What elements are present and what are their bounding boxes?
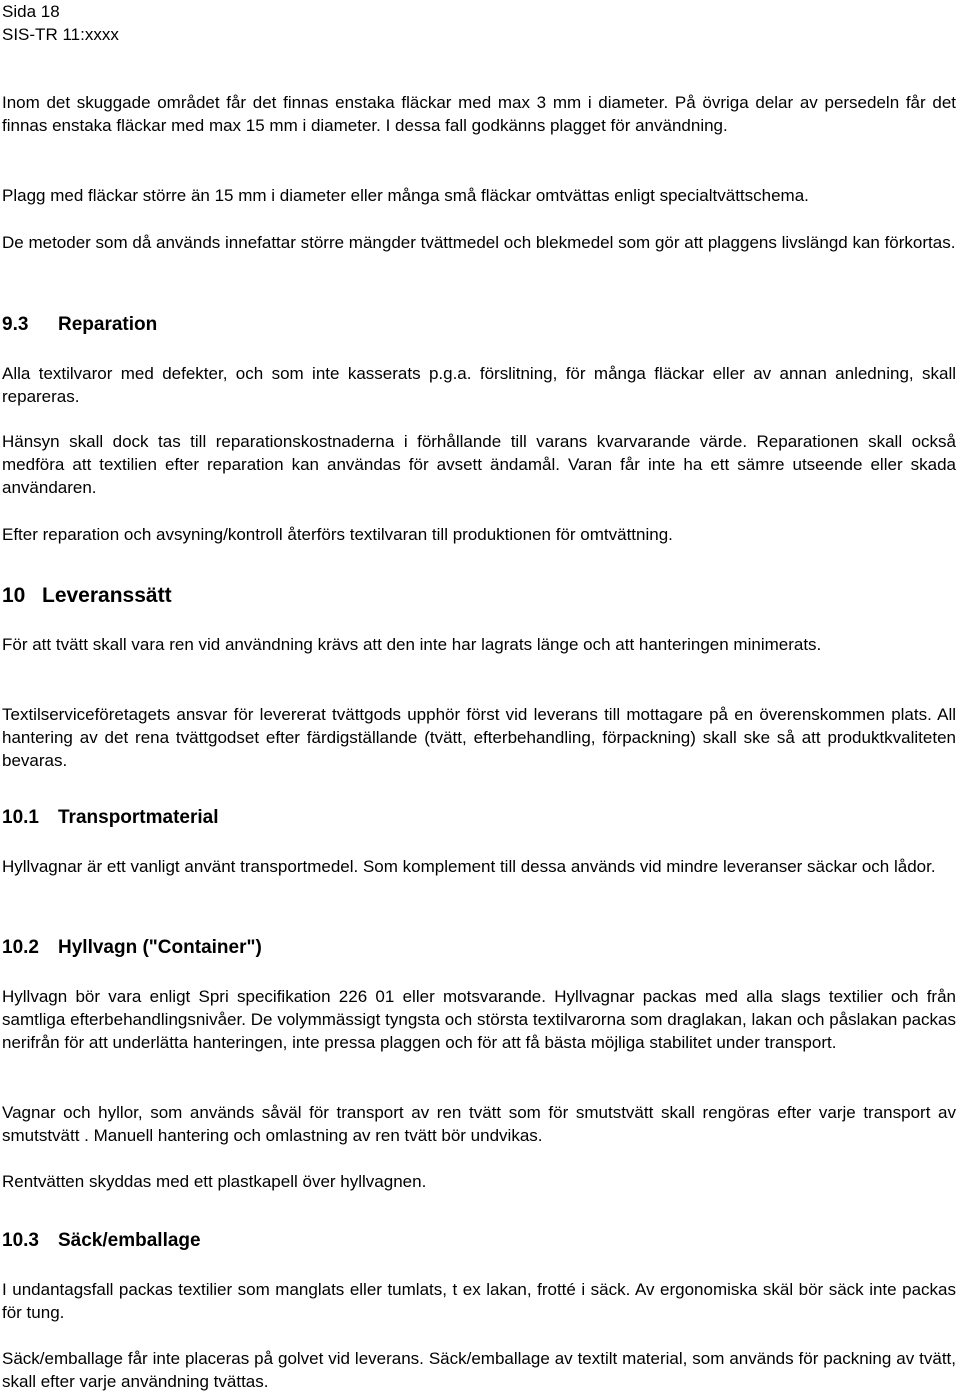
paragraph: Plagg med fläckar större än 15 mm i diameter eller många små fläckar omtvättas enligt specialtvättschema.: [2, 186, 809, 205]
paragraph: Hyllvagnar är ett vanligt använt transportmedel. Som komplement till dessa används vid mindre leveranser säckar och lådor.: [2, 857, 936, 876]
section-number: 10: [2, 584, 26, 607]
section-heading-10-1: [2, 806, 219, 830]
paragraph: Rentvätten skyddas med ett plastkapell över hyllvagnen.: [2, 1172, 427, 1191]
section-heading-9-3: [2, 313, 157, 337]
paragraph: Inom det skuggade området får det finnas enstaka fläckar med max 3 mm i diameter. På övriga delar av persedeln får det finnas enstaka fläckar med max 15 mm i diameter. I dessa fall godkänns plagget för användning.: [2, 93, 956, 135]
section-title: Hyllvagn ("Container"): [58, 937, 262, 958]
section-title: Transportmaterial: [58, 807, 219, 828]
section-title: Leveranssätt: [42, 584, 172, 607]
section-title: Säck/emballage: [58, 1230, 201, 1251]
paragraph: Säck/emballage får inte placeras på golvet vid leverans. Säck/emballage av textilt material, som används för packning av tvätt, skall efter varje användning tvättas.: [2, 1349, 956, 1391]
paragraph: Hänsyn skall dock tas till reparationskostnaderna i förhållande till varans kvarvarande värde. Reparationen skall också medföra att textilien efter reparation kan användas för avsett ändamål. Varan får inte ha ett sämre utseende eller skada användaren.: [2, 432, 956, 497]
section-number: 10.1: [2, 807, 39, 828]
section-heading-10-2: [2, 936, 262, 960]
paragraph: För att tvätt skall vara ren vid användning krävs att den inte har lagrats länge och att hanteringen minimerats.: [2, 635, 822, 654]
paragraph: Textilserviceföretagets ansvar för levererat tvättgods upphör först vid leverans till mottagare på en överenskommen plats. All hantering av det rena tvättgodset efter färdigställande (tvätt, efterbehandling, förpackning) skall ske så att produktkvaliteten bevaras.: [2, 705, 956, 770]
paragraph: De metoder som då används innefattar större mängder tvättmedel och blekmedel som gör att plaggens livslängd kan förkortas.: [2, 233, 956, 252]
section-heading-10: [2, 583, 172, 609]
page-header: [2, 0, 119, 46]
paragraph: Hyllvagn bör vara enligt Spri specifikation 226 01 eller motsvarande. Hyllvagnar packas med alla slags textilier och från samtliga efterbehandlingsnivåer. De volymmässigt tyngsta och största textilvarorna som draglakan, lakan och påslakan packas nerifrån för att underlätta hanteringen, inte pressa plaggen och för att få bästa möjliga stabilitet under transport.: [2, 987, 956, 1052]
section-number: 9.3: [2, 314, 29, 335]
paragraph: Efter reparation och avsyning/kontroll återförs textilvaran till produktionen för omtvättning.: [2, 525, 673, 544]
paragraph: Alla textilvaror med defekter, och som inte kasserats p.g.a. förslitning, för många fläckar eller av annan anledning, skall repareras.: [2, 364, 956, 406]
section-heading-10-3: [2, 1229, 201, 1253]
section-number: 10.2: [2, 937, 39, 958]
section-number: 10.3: [2, 1230, 39, 1251]
page-number: Sida 18: [2, 2, 60, 21]
paragraph: Vagnar och hyllor, som används såväl för transport av ren tvätt som för smutstvätt skall rengöras efter varje transport av smutstvätt . Manuell hantering och omlastning av ren tvätt bör undvikas.: [2, 1103, 956, 1145]
paragraph: I undantagsfall packas textilier som manglats eller tumlats, t ex lakan, frotté i säck. Av ergonomiska skäl bör säck inte packas för tung.: [2, 1280, 956, 1322]
section-title: Reparation: [58, 314, 158, 335]
document-id: SIS-TR 11:xxxx: [2, 25, 119, 44]
